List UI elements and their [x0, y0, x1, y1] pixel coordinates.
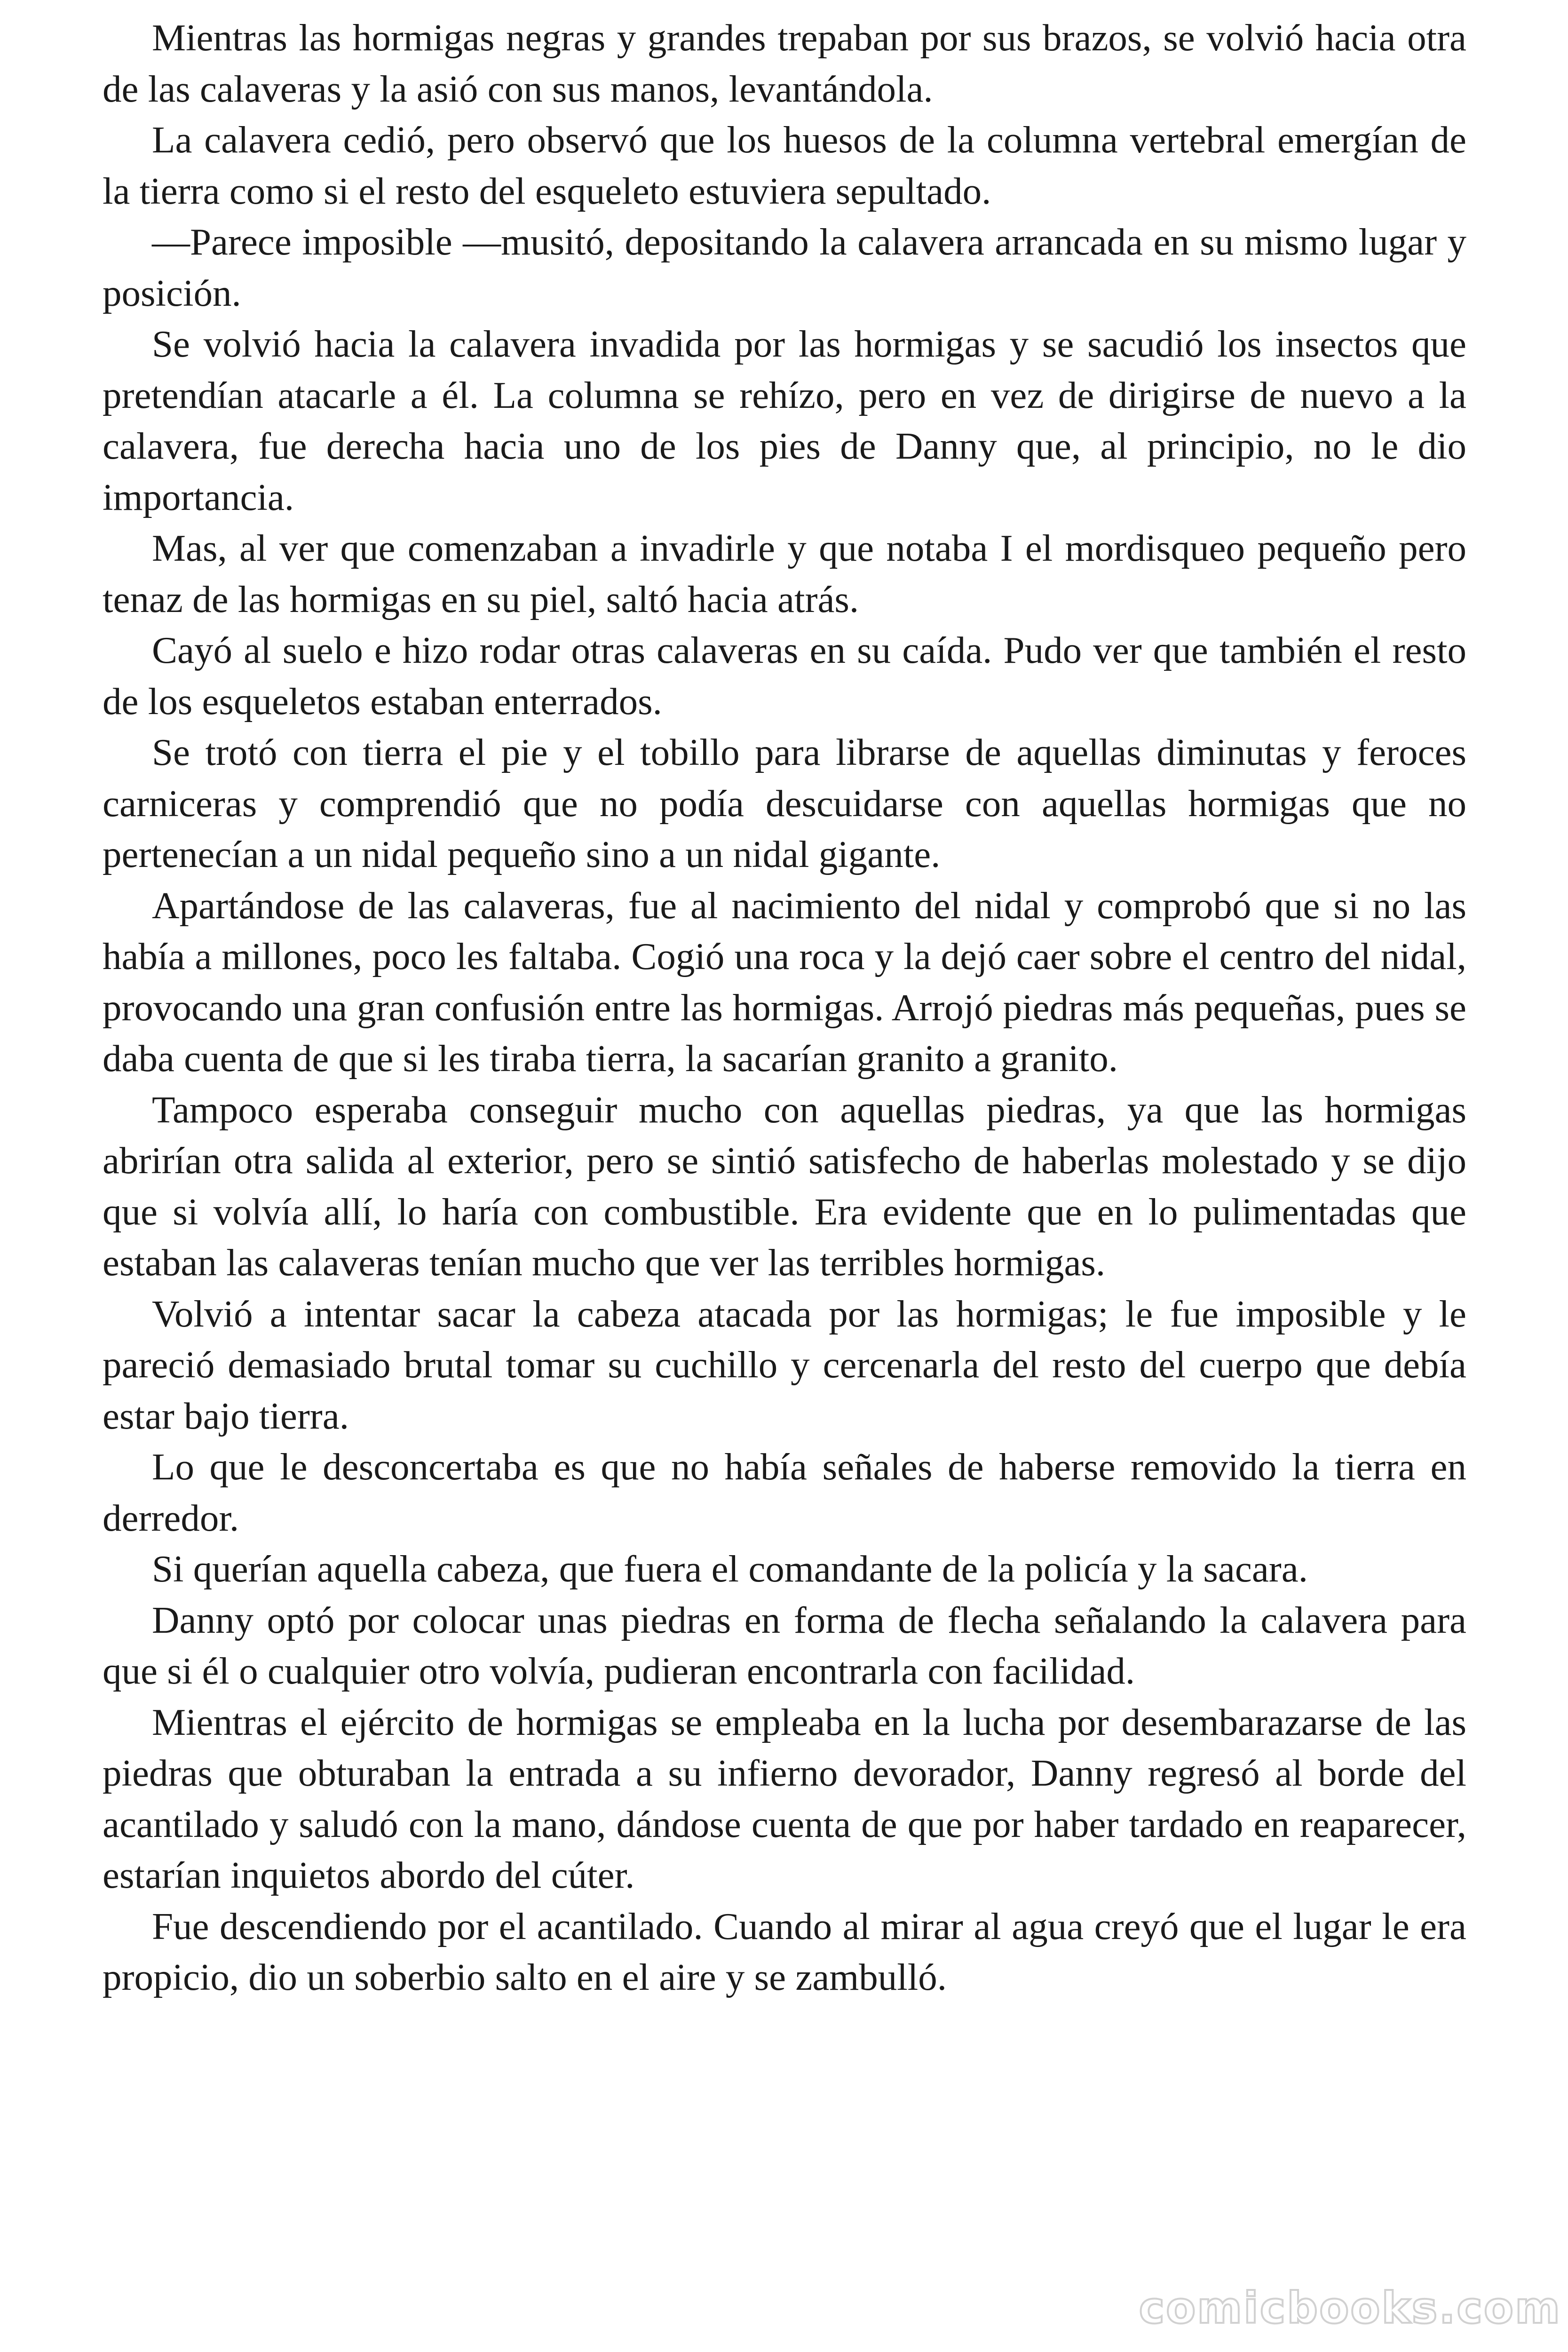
paragraph-3: —Parece imposible —musitó, depositando la calavera arrancada en su mismo lugar y posición.: [103, 221, 1466, 314]
paragraph-7: Se trotó con tierra el pie y el tobillo para librarse de aquellas diminutas y feroces carniceras y comprendió que no podía descuidarse con aquellas hormigas que no pertenecían a un nidal pequeño sino a un nidal gigante.: [103, 731, 1466, 875]
paragraph-15: Fue descendiendo por el acantilado. Cuando al mirar al agua creyó que el lugar le era propicio, dio un soberbio salto en el aire y se zambulló.: [103, 1905, 1466, 1998]
paragraph-12: Si querían aquella cabeza, que fuera el comandante de la policía y la sacara.: [152, 1548, 1308, 1590]
paragraph-6: Cayó al suelo e hizo rodar otras calaveras en su caída. Pudo ver que también el resto de los esqueletos estaban enterrados.: [103, 629, 1466, 723]
paragraph-8: Apartándose de las calaveras, fue al nacimiento del nidal y comprobó que si no las había a millones, poco les faltaba. Cogió una roca y la dejó caer sobre el centro del nidal, provocando una gran confusión entre las hormigas. Arrojó piedras más pequeñas, pues se daba cuenta de que si les tiraba tierra, la sacarían granito a granito.: [103, 884, 1466, 1080]
paragraph-1: Mientras las hormigas negras y grandes trepaban por sus brazos, se volvió hacia otra de las calaveras y la asió con sus manos, levantándola.: [103, 16, 1466, 110]
paragraph-2: La calavera cedió, pero observó que los huesos de la columna vertebral emergían de la tierra como si el resto del esqueleto estuviera sepultado.: [103, 119, 1466, 212]
paragraph-9: Tampoco esperaba conseguir mucho con aquellas piedras, ya que las hormigas abrirían otra salida al exterior, pero se sintió satisfecho de haberlas molestado y se dijo que si volvía allí, lo haría con combustible. Era evidente que en lo pulimentadas que estaban las calaveras tenían mucho que ver las terribles hormigas.: [103, 1088, 1466, 1284]
watermark: comicbooks.com: [1139, 2283, 1561, 2333]
paragraph-5: Mas, al ver que comenzaban a invadirle y que notaba I el mordisqueo pequeño pero tenaz de las hormigas en su piel, saltó hacia atrás.: [103, 527, 1466, 620]
page-text: [103, 12, 1466, 2003]
paragraph-10: Volvió a intentar sacar la cabeza atacada por las hormigas; le fue imposible y le pareció demasiado brutal tomar su cuchillo y cercenarla del resto del cuerpo que debía estar bajo tierra.: [103, 1292, 1466, 1437]
paragraph-13: Danny optó por colocar unas piedras en forma de flecha señalando la calavera para que si él o cualquier otro volvía, pudieran encontrarla con facilidad.: [103, 1598, 1466, 1692]
paragraph-4: Se volvió hacia la calavera invadida por las hormigas y se sacudió los insectos que pretendían atacarle a él. La columna se rehízo, pero en vez de dirigirse de nuevo a la calavera, fue derecha hacia uno de los pies de Danny que, al principio, no le dio importancia.: [103, 323, 1466, 518]
paragraph-11: Lo que le desconcertaba es que no había señales de haberse removido la tierra en derredor.: [103, 1446, 1466, 1539]
paragraph-14: Mientras el ejército de hormigas se empleaba en la lucha por desembarazarse de las piedras que obturaban la entrada a su infierno devorador, Danny regresó al borde del acantilado y saludó con la mano, dándose cuenta de que por haber tardado en reaparecer, estarían inquietos abordo del cúter.: [103, 1700, 1466, 1896]
